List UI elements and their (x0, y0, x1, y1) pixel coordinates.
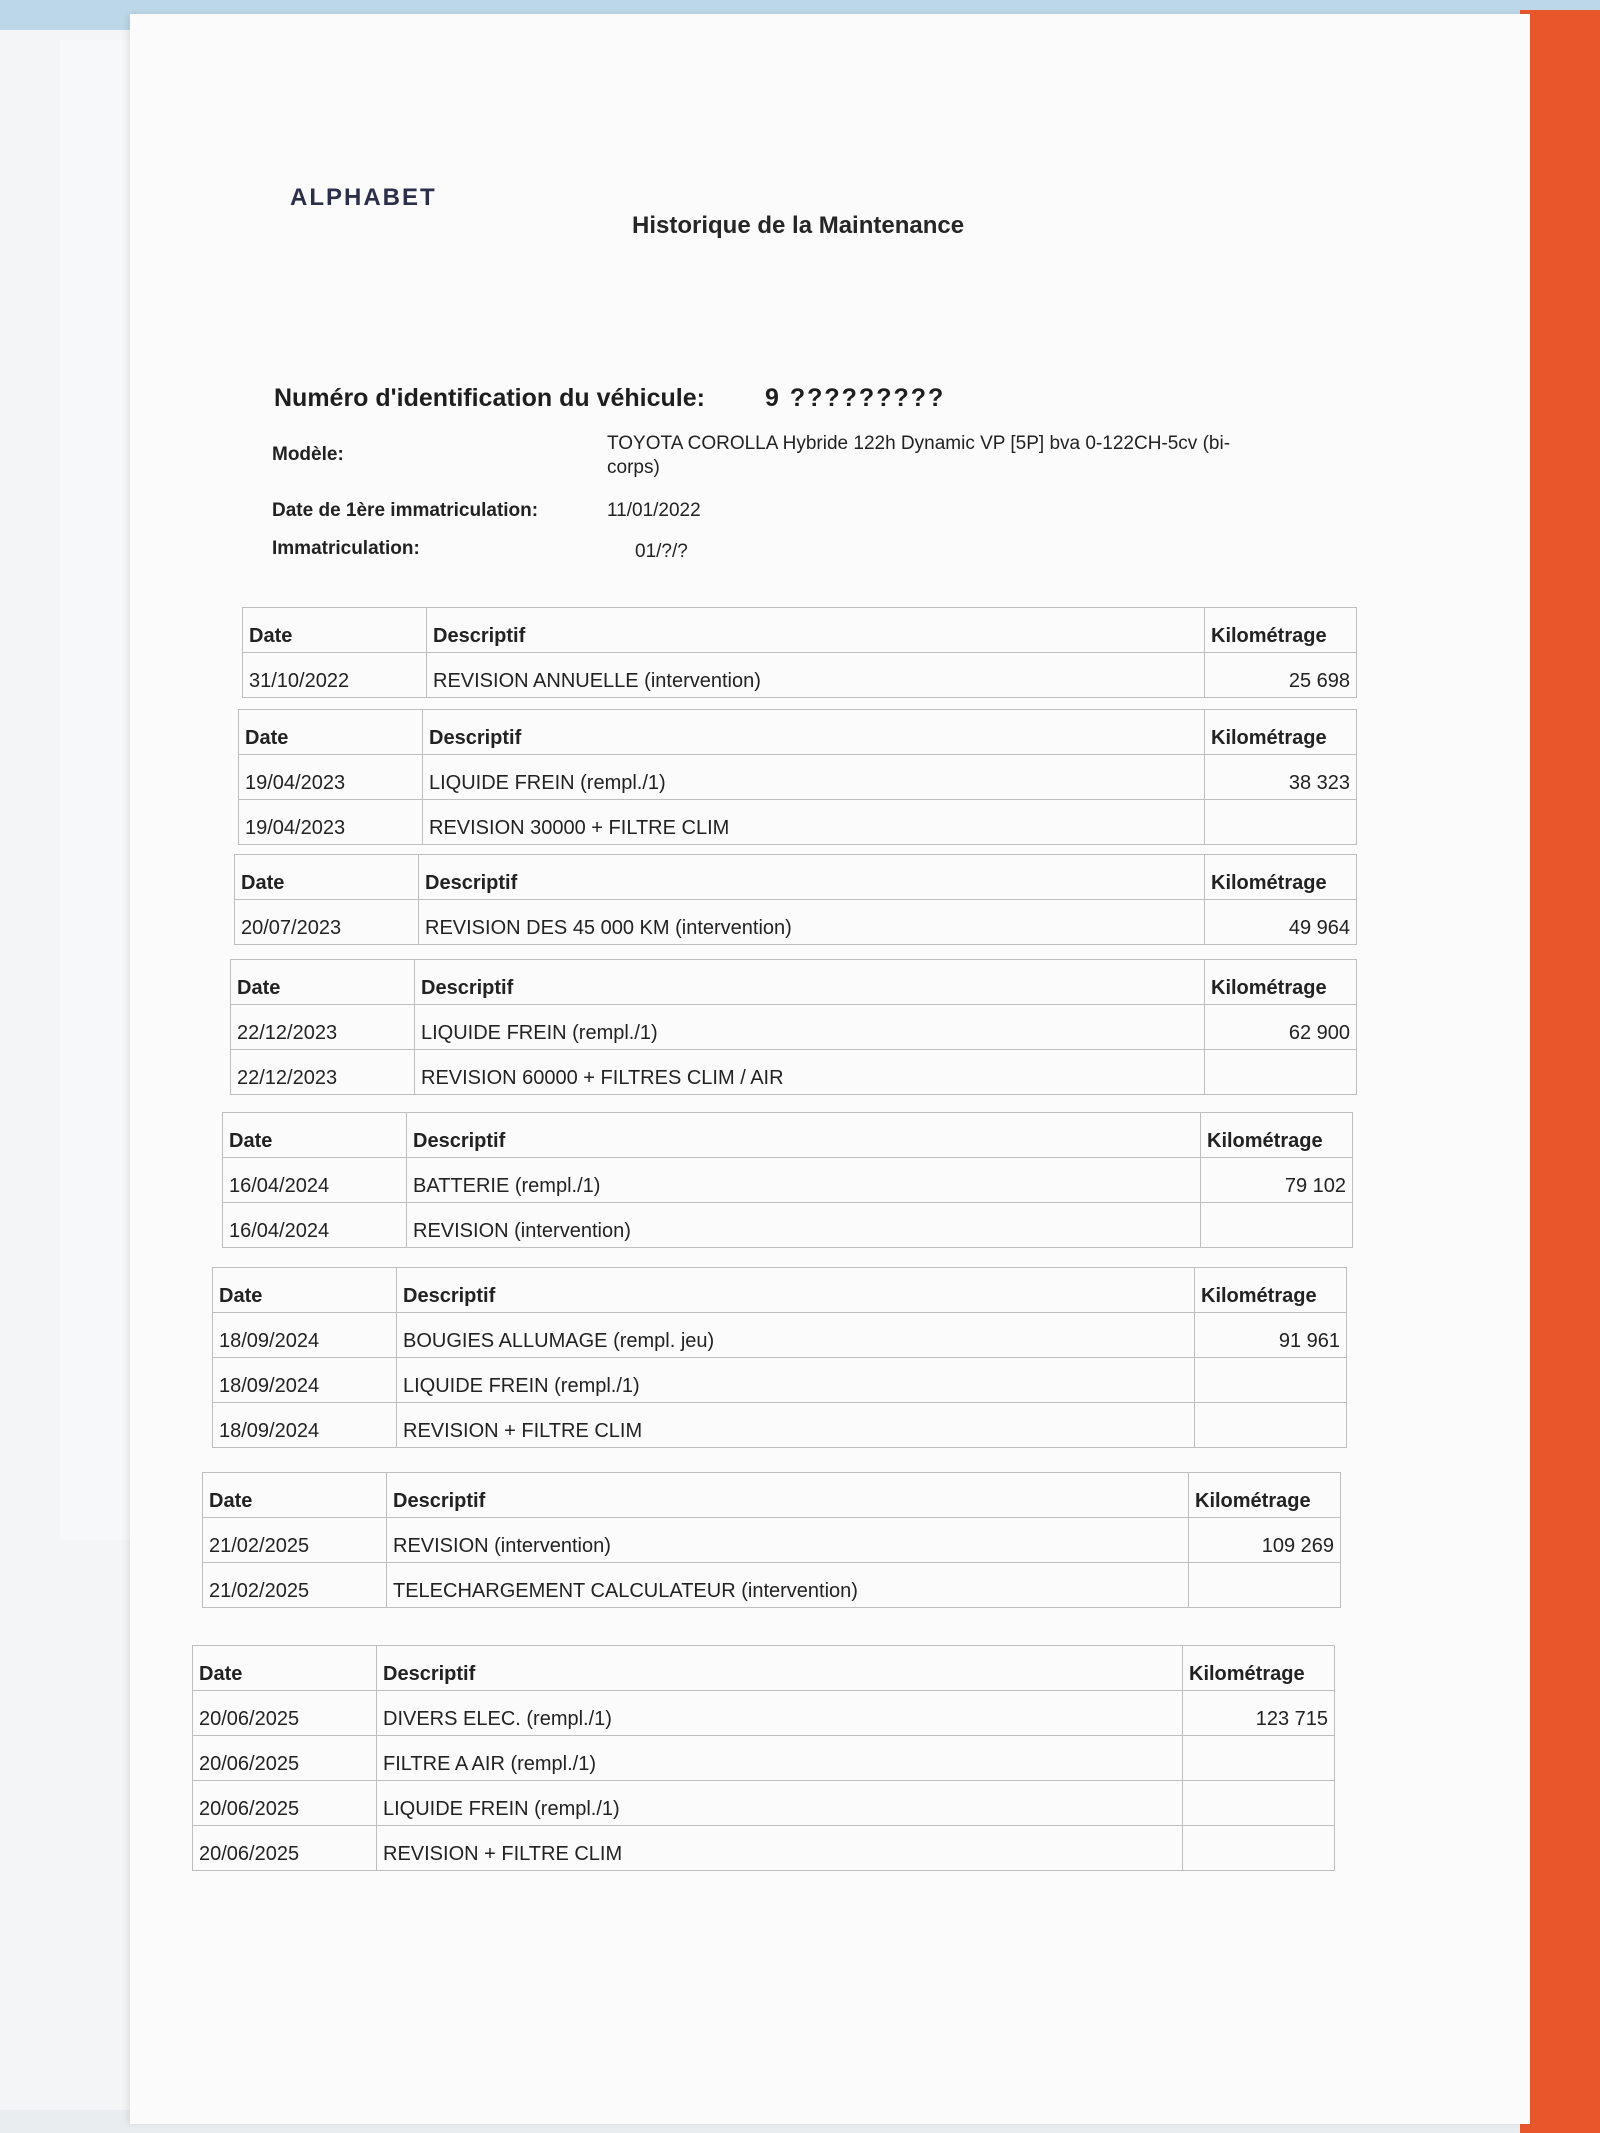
table-row (213, 1358, 1347, 1403)
table-row (193, 1691, 1335, 1736)
maintenance-table (212, 1267, 1347, 1448)
row-kilometrage (1183, 1826, 1335, 1871)
background-orange-folder (1520, 10, 1600, 2133)
row-kilometrage (1195, 1358, 1347, 1403)
row-kilometrage: 79 102 (1201, 1158, 1353, 1203)
column-header-kilometrage: Kilométrage (1205, 608, 1357, 653)
column-header-kilometrage: Kilométrage (1189, 1473, 1341, 1518)
table-row (239, 755, 1357, 800)
table-row (243, 653, 1357, 698)
row-descriptif: REVISION DES 45 000 KM (intervention) (419, 900, 1205, 945)
table-header-row (193, 1646, 1335, 1691)
table-header-row (223, 1113, 1353, 1158)
row-kilometrage (1201, 1203, 1353, 1248)
row-date: 19/04/2023 (239, 755, 423, 800)
table-header-row (243, 608, 1357, 653)
row-date: 18/09/2024 (213, 1358, 397, 1403)
maintenance-table (202, 1472, 1341, 1608)
row-kilometrage: 49 964 (1205, 900, 1357, 945)
row-date: 20/06/2025 (193, 1691, 377, 1736)
row-date: 22/12/2023 (231, 1050, 415, 1095)
row-descriptif: REVISION (intervention) (407, 1203, 1201, 1248)
row-kilometrage (1183, 1736, 1335, 1781)
row-descriptif: REVISION (intervention) (387, 1518, 1189, 1563)
maintenance-table (234, 854, 1357, 945)
row-date: 31/10/2022 (243, 653, 427, 698)
row-date: 18/09/2024 (213, 1403, 397, 1448)
row-date: 19/04/2023 (239, 800, 423, 845)
vin-value: 9 ????????? (765, 384, 946, 412)
column-header-date: Date (223, 1113, 407, 1158)
table-row (213, 1403, 1347, 1448)
row-date: 20/06/2025 (193, 1781, 377, 1826)
row-kilometrage: 91 961 (1195, 1313, 1347, 1358)
column-header-descriptif: Descriptif (377, 1646, 1183, 1691)
row-date: 22/12/2023 (231, 1005, 415, 1050)
row-descriptif: REVISION 30000 + FILTRE CLIM (423, 800, 1205, 845)
column-header-kilometrage: Kilométrage (1205, 855, 1357, 900)
row-descriptif: TELECHARGEMENT CALCULATEUR (intervention) (387, 1563, 1189, 1608)
row-date: 21/02/2025 (203, 1518, 387, 1563)
row-kilometrage (1189, 1563, 1341, 1608)
row-descriptif: LIQUIDE FREIN (rempl./1) (377, 1781, 1183, 1826)
column-header-date: Date (213, 1268, 397, 1313)
row-kilometrage: 38 323 (1205, 755, 1357, 800)
row-descriptif: REVISION 60000 + FILTRES CLIM / AIR (415, 1050, 1205, 1095)
maintenance-table (238, 709, 1357, 845)
model-value (607, 432, 1230, 480)
table-row (231, 1050, 1357, 1095)
model-value-line1: TOYOTA COROLLA Hybride 122h Dynamic VP [5P] bva 0-122CH-5cv (bi- (607, 433, 1231, 454)
table-header-row (203, 1473, 1341, 1518)
row-date: 20/06/2025 (193, 1736, 377, 1781)
row-descriptif: BOUGIES ALLUMAGE (rempl. jeu) (397, 1313, 1195, 1358)
table-row (193, 1781, 1335, 1826)
maintenance-table (222, 1112, 1353, 1248)
first-registration-value: 11/01/2022 (607, 500, 701, 521)
column-header-kilometrage: Kilométrage (1205, 710, 1357, 755)
column-header-descriptif: Descriptif (397, 1268, 1195, 1313)
column-header-kilometrage: Kilométrage (1183, 1646, 1335, 1691)
table-row (239, 800, 1357, 845)
maintenance-document-page (130, 14, 1530, 2124)
registration-value: 01/?/? (635, 541, 688, 562)
column-header-date: Date (239, 710, 423, 755)
row-kilometrage (1183, 1781, 1335, 1826)
row-date: 18/09/2024 (213, 1313, 397, 1358)
maintenance-table (230, 959, 1357, 1095)
column-header-descriptif: Descriptif (407, 1113, 1201, 1158)
model-label: Modèle: (272, 444, 344, 465)
vin-label: Numéro d'identification du véhicule: (274, 384, 705, 412)
table-header-row (231, 960, 1357, 1005)
table-header-row (213, 1268, 1347, 1313)
row-date: 21/02/2025 (203, 1563, 387, 1608)
row-date: 16/04/2024 (223, 1158, 407, 1203)
first-registration-label: Date de 1ère immatriculation: (272, 500, 539, 521)
row-kilometrage (1205, 1050, 1357, 1095)
row-kilometrage: 109 269 (1189, 1518, 1341, 1563)
row-kilometrage: 123 715 (1183, 1691, 1335, 1736)
table-row (223, 1203, 1353, 1248)
table-header-row (235, 855, 1357, 900)
table-row (193, 1826, 1335, 1871)
column-header-descriptif: Descriptif (419, 855, 1205, 900)
row-descriptif: REVISION ANNUELLE (intervention) (427, 653, 1205, 698)
column-header-date: Date (193, 1646, 377, 1691)
model-value-line2: corps) (607, 457, 660, 478)
row-kilometrage: 62 900 (1205, 1005, 1357, 1050)
row-descriptif: FILTRE A AIR (rempl./1) (377, 1736, 1183, 1781)
table-row (203, 1563, 1341, 1608)
row-descriptif: LIQUIDE FREIN (rempl./1) (415, 1005, 1205, 1050)
maintenance-table (192, 1645, 1335, 1871)
row-kilometrage: 25 698 (1205, 653, 1357, 698)
column-header-descriptif: Descriptif (423, 710, 1205, 755)
row-descriptif: REVISION + FILTRE CLIM (397, 1403, 1195, 1448)
table-row (235, 900, 1357, 945)
row-date: 20/07/2023 (235, 900, 419, 945)
column-header-date: Date (243, 608, 427, 653)
row-kilometrage (1205, 800, 1357, 845)
row-descriptif: REVISION + FILTRE CLIM (377, 1826, 1183, 1871)
table-row (203, 1518, 1341, 1563)
registration-label: Immatriculation: (272, 538, 420, 559)
brand-logo-text: ALPHABET (290, 184, 437, 211)
row-date: 16/04/2024 (223, 1203, 407, 1248)
row-descriptif: LIQUIDE FREIN (rempl./1) (423, 755, 1205, 800)
row-date: 20/06/2025 (193, 1826, 377, 1871)
table-row (213, 1313, 1347, 1358)
table-header-row (239, 710, 1357, 755)
column-header-kilometrage: Kilométrage (1205, 960, 1357, 1005)
table-row (193, 1736, 1335, 1781)
column-header-descriptif: Descriptif (387, 1473, 1189, 1518)
column-header-date: Date (231, 960, 415, 1005)
row-descriptif: DIVERS ELEC. (rempl./1) (377, 1691, 1183, 1736)
table-row (223, 1158, 1353, 1203)
column-header-descriptif: Descriptif (427, 608, 1205, 653)
column-header-kilometrage: Kilométrage (1201, 1113, 1353, 1158)
row-descriptif: BATTERIE (rempl./1) (407, 1158, 1201, 1203)
row-descriptif: LIQUIDE FREIN (rempl./1) (397, 1358, 1195, 1403)
table-row (231, 1005, 1357, 1050)
row-kilometrage (1195, 1403, 1347, 1448)
column-header-kilometrage: Kilométrage (1195, 1268, 1347, 1313)
document-title: Historique de la Maintenance (632, 212, 965, 239)
column-header-date: Date (235, 855, 419, 900)
column-header-descriptif: Descriptif (415, 960, 1205, 1005)
maintenance-table (242, 607, 1357, 698)
column-header-date: Date (203, 1473, 387, 1518)
